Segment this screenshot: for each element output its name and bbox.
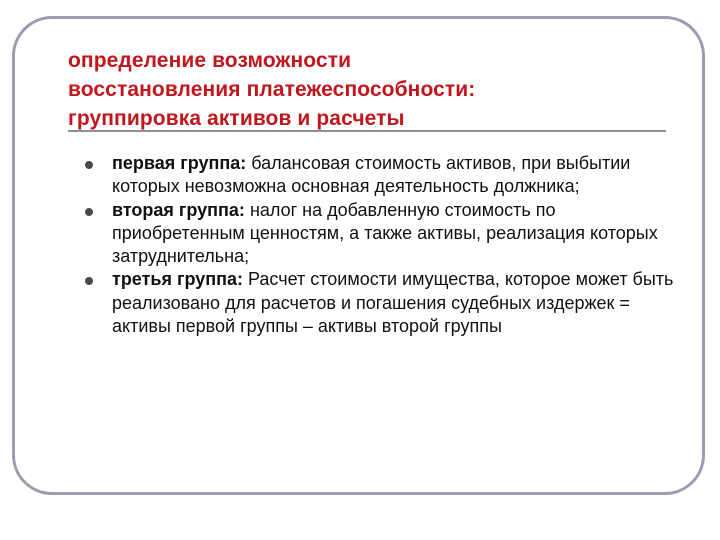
bullet-icon <box>85 208 93 216</box>
bullet-text: налог на добавленную стоимость по приобретенным ценностям, а также активы, реализация которых затруднительна; <box>112 199 658 267</box>
bullet-item-third-group <box>85 268 685 338</box>
bullet-heading: вторая группа: <box>112 199 245 220</box>
bullet-item-first-group <box>85 152 685 199</box>
bullet-text: Расчет стоимости имущества, которое может быть реализовано для расчетов и погашения судебных издержек = активы первой группы – активы второй группы <box>112 269 674 337</box>
slide-title <box>68 46 668 133</box>
bullet-heading: третья группа: <box>112 269 243 290</box>
bullet-list <box>85 152 685 338</box>
title-line-2: восстановления платежеспособности: <box>68 78 476 101</box>
bullet-item-second-group <box>85 199 685 269</box>
title-divider <box>68 130 666 132</box>
bullet-heading: первая группа: <box>112 153 247 173</box>
title-line-1: определение возможности <box>68 49 352 72</box>
title-line-3: группировка активов и расчеты <box>68 107 405 130</box>
bullet-icon <box>85 161 93 169</box>
bullet-text: балансовая стоимость активов, при выбытии которых невозможна основная деятельность должника; <box>112 153 631 197</box>
bullet-icon <box>85 277 93 285</box>
